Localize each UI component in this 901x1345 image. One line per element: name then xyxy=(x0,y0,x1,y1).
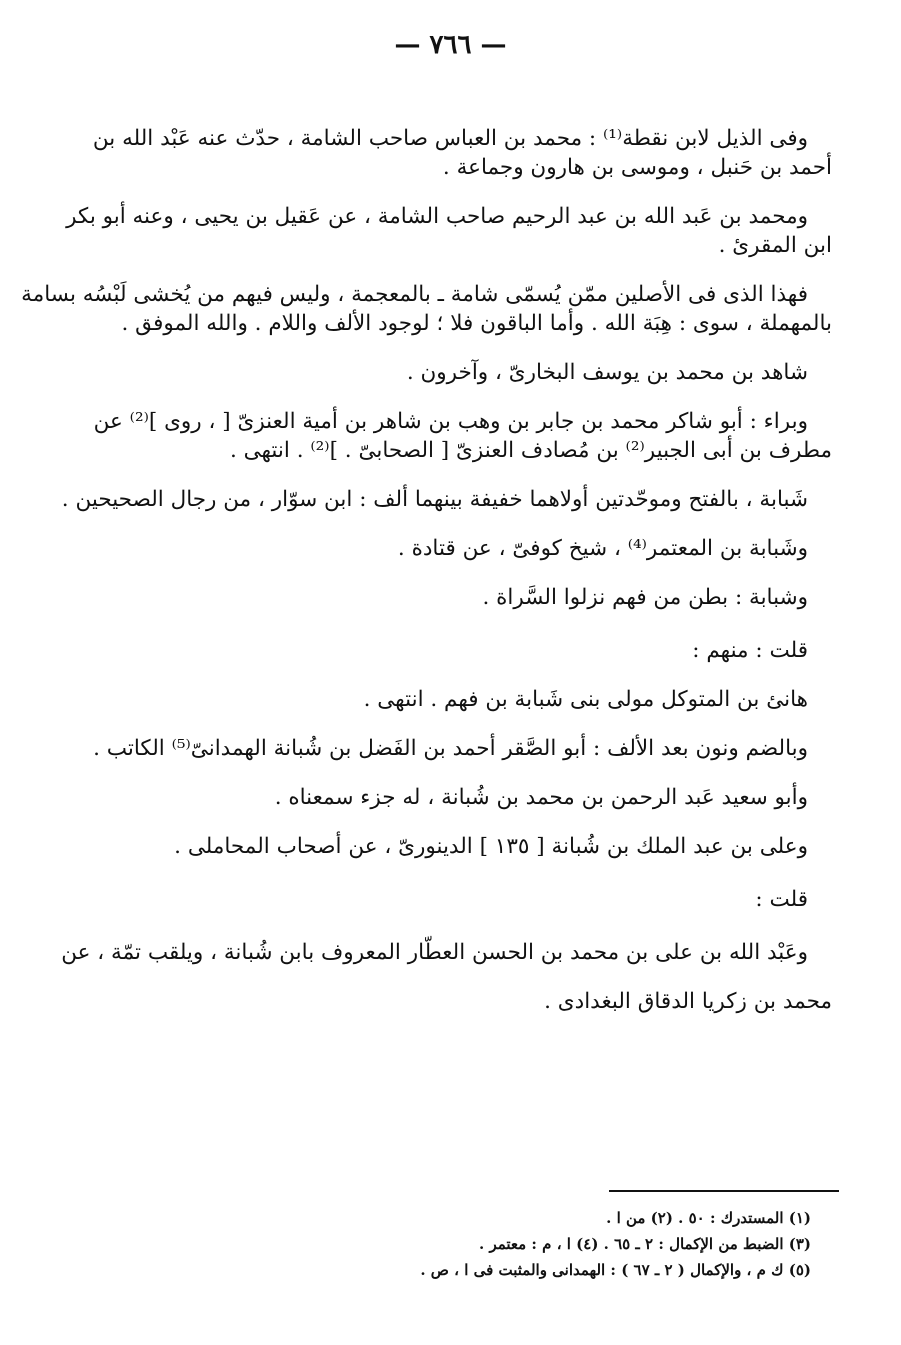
text-line: وشبابة : بطن من فهم نزلوا السَّراة . xyxy=(482,585,808,610)
text-line: شَبابة ، بالفتح وموحّدتين أولاهما خفيفة بينهما ألف : ابن سوّار ، من رجال الصحيحين . xyxy=(61,487,808,512)
text-line: قلت : منهم : xyxy=(692,638,808,663)
text-line: وأبو سعيد عَبد الرحمن بن محمد بن شُبانة ، له جزء سمعناه . xyxy=(274,785,808,810)
footnote-line: (٥) ك م ، والإكمال ( ٢ ـ ٦٧ ) : الهمدانى والمثبت فى ا ، ص . xyxy=(420,1261,811,1279)
footnotes xyxy=(211,1205,811,1283)
text-line: وبراء : أبو شاكر محمد بن جابر بن وهب بن شاهر بن أمية العنزىّ [ ، روى ]⁽²⁾ عن xyxy=(93,409,808,434)
footnote-line: (٣) الضبط من الإكمال : ٢ ـ ٦٥ . (٤) ا ، م : معتمر . xyxy=(479,1235,811,1253)
text-line: وعَبْد الله بن على بن محمد بن الحسن العطّار المعروف بابن شُبانة ، ويلقب تمّة ، عن xyxy=(61,940,808,965)
text-line: أحمد بن حَنبل ، وموسى بن هارون وجماعة . xyxy=(442,155,832,180)
page-number: — ٧٦٦ — xyxy=(394,30,507,60)
text-line: وبالضم ونون بعد الألف : أبو الصَّقر أحمد بن الفَضل بن شُبانة الهمدانىّ⁽⁵⁾ الكاتب . xyxy=(93,736,808,761)
text-line: ابن المقرئ . xyxy=(718,233,832,258)
text-line: وشَبابة بن المعتمر⁽⁴⁾ ، شيخ كوفىّ ، عن قتادة . xyxy=(397,536,808,561)
text-line: بالمهملة ، سوى : هِبَة الله . وأما الباقون فلا ؛ لوجود الألف واللام . والله الموفق . xyxy=(121,311,832,336)
text-line: هانئ بن المتوكل مولى بنى شَبابة بن فهم . انتهى . xyxy=(363,687,808,712)
body-text xyxy=(21,124,832,1016)
text-line: مطرف بن أبى الجبير⁽²⁾ بن مُصادف العنزىّ [ الصحابىّ . ]⁽²⁾ . انتهى . xyxy=(229,438,832,463)
text-line: وفى الذيل لابن نقطة⁽¹⁾ : محمد بن العباس صاحب الشامة ، حدّث عنه عَبْد الله بن xyxy=(92,126,808,151)
text-line: محمد بن زكريا الدقاق البغدادى . xyxy=(544,989,832,1014)
footnote-divider xyxy=(609,1190,839,1192)
footnote-line: (١) المستدرك : ٥٠ . (٢) من ا . xyxy=(606,1209,811,1227)
text-line: فهذا الذى فى الأصلين ممّن يُسمّى شامة ـ بالمعجمة ، وليس فيهم من يُخشى لَبْسُه بسامة xyxy=(21,282,808,307)
text-line: وعلى بن عبد الملك بن شُبانة [ ١٣٥ ] الدينورىّ ، عن أصحاب المحاملى . xyxy=(174,834,808,859)
text-line: ومحمد بن عَبد الله بن عبد الرحيم صاحب الشامة ، عن عَقيل بن يحيى ، وعنه أبو بكر xyxy=(66,204,808,229)
text-line: قلت : xyxy=(755,887,808,912)
text-line: شاهد بن محمد بن يوسف البخارىّ ، وآخرون . xyxy=(406,360,808,385)
